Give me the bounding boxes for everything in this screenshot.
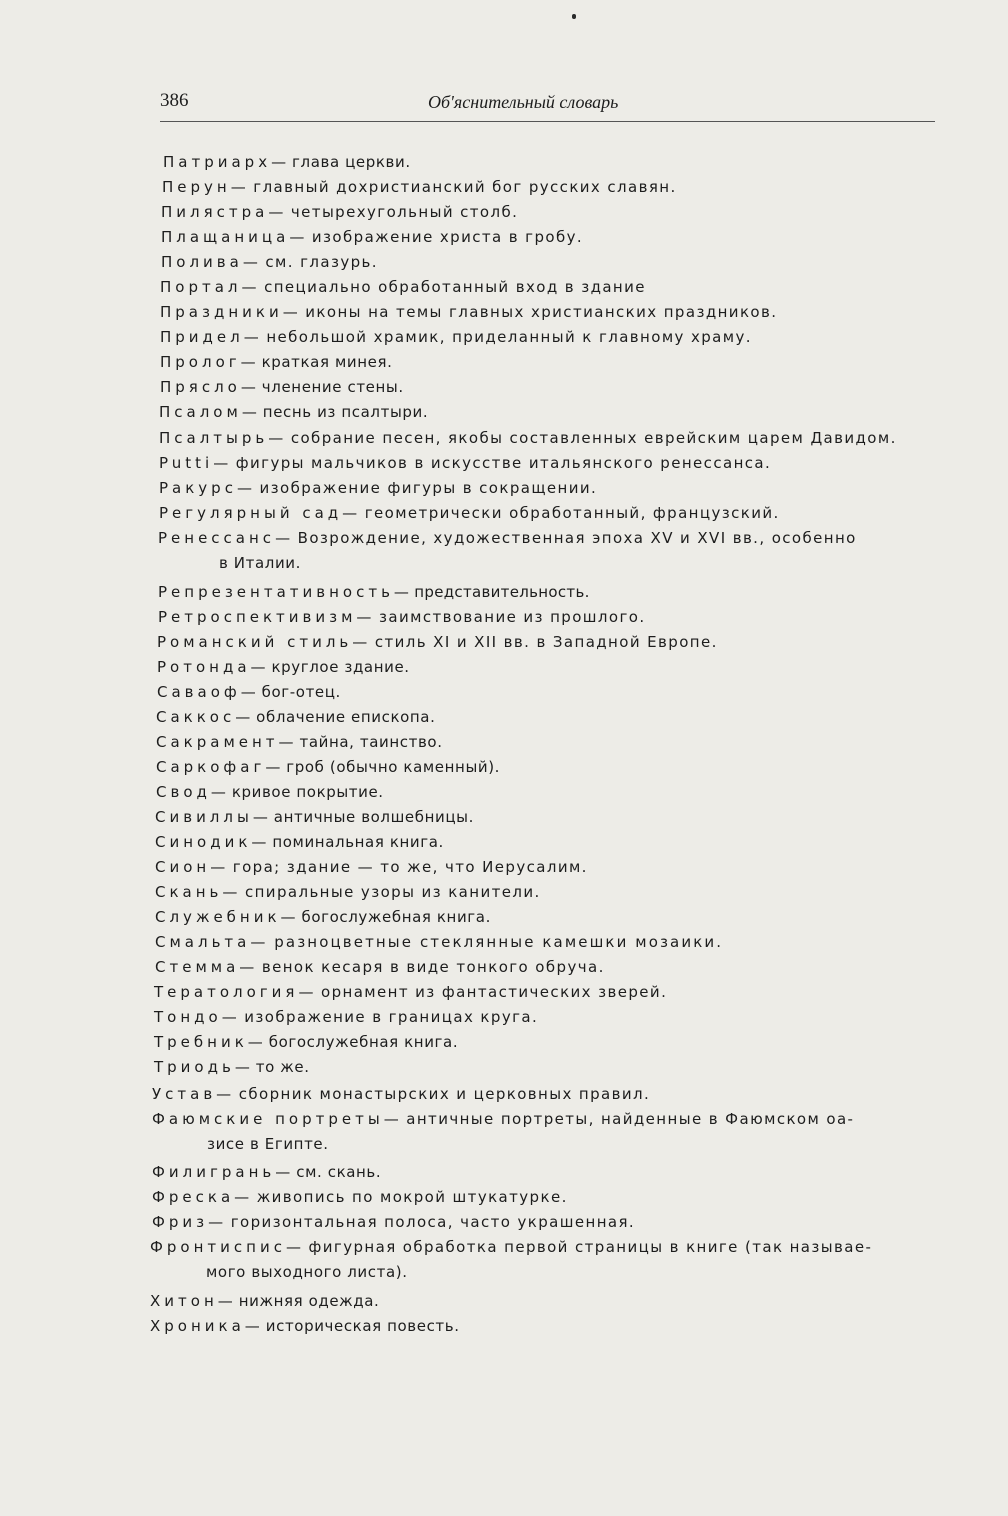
glossary-entry <box>156 730 443 754</box>
entry-definition: — геометрически обработанный, французский. <box>342 504 780 522</box>
entry-definition: — тайна, таинство. <box>278 733 443 751</box>
entry-definition: — изображение в границах круга. <box>221 1008 539 1026</box>
glossary-entry <box>158 605 646 629</box>
page-header <box>160 90 930 120</box>
glossary-entry <box>161 200 518 224</box>
glossary-entry <box>160 350 392 374</box>
running-title: Об'яснительный словарь <box>428 92 619 112</box>
entry-term: Ренессанс <box>158 529 276 547</box>
entry-definition: — заимствование из прошлого. <box>356 608 646 626</box>
entry-term: Устав <box>152 1085 217 1103</box>
entry-term: Свод <box>156 783 211 801</box>
entry-term: Фронтиспис <box>150 1238 286 1256</box>
entry-definition: — гроб (обычно каменный). <box>265 758 501 776</box>
glossary-entry <box>152 1210 635 1234</box>
entry-term: Требник <box>154 1033 248 1051</box>
entry-definition: — живопись по мокрой штукатурке. <box>234 1188 568 1206</box>
entry-definition: — античные портреты, найденные в Фаюмском оа- <box>383 1110 855 1128</box>
glossary-entry <box>150 1314 460 1338</box>
entry-continuation: зисе в Египте. <box>207 1135 329 1153</box>
entry-term: Синодик <box>155 833 252 851</box>
glossary-entry <box>154 1005 538 1029</box>
header-rule <box>160 121 935 122</box>
entry-definition: — венок кесаря в виде тонкого обруча. <box>239 958 605 976</box>
glossary-entry <box>158 526 857 550</box>
glossary-entry <box>155 955 605 979</box>
entry-definition: — бог-отец. <box>240 683 341 701</box>
entry-term: Тератология <box>154 983 299 1001</box>
glossary-entry <box>150 1235 872 1259</box>
glossary-entry <box>156 780 384 804</box>
entry-continuation: мого выходного листа). <box>206 1263 408 1281</box>
entry-term: Саваоф <box>157 683 241 701</box>
entry-term: Стемма <box>155 958 240 976</box>
entry-term: Ракурс <box>159 479 237 497</box>
entry-definition: — богослужебная книга. <box>280 908 491 926</box>
entry-definition: — собрание песен, якобы составленных еврейским царем Давидом. <box>268 429 897 447</box>
entry-definition: — изображение фигуры в сокращении. <box>236 479 598 497</box>
entry-term: Служебник <box>155 908 281 926</box>
entry-term: Смальта <box>155 933 251 951</box>
glossary-entry <box>157 630 718 654</box>
glossary-entry <box>163 150 411 174</box>
entry-definition: — четырехугольный столб. <box>268 203 519 221</box>
glossary-entry <box>157 680 341 704</box>
glossary-entry <box>155 855 588 879</box>
glossary-entry <box>154 980 667 1004</box>
entry-definition: — античные волшебницы. <box>252 808 474 826</box>
entry-definition: — разноцветные стеклянные камешки мозаики. <box>250 933 724 951</box>
glossary-entry <box>152 1185 568 1209</box>
entry-term: Саркофаг <box>156 758 266 776</box>
entry-term: Псалом <box>159 403 242 421</box>
entry-definition: — облачение епископа. <box>235 708 436 726</box>
entry-term: Скань <box>155 883 223 901</box>
entry-term: Фреска <box>152 1188 235 1206</box>
entry-term: Хроника <box>150 1317 245 1335</box>
entry-term: Ретроспективизм <box>158 608 357 626</box>
glossary-entry <box>159 476 597 500</box>
entry-term: Портал <box>160 278 242 296</box>
glossary-entry <box>159 400 428 424</box>
entry-definition: — гора; здание — то же, что Иерусалим. <box>210 858 588 876</box>
glossary-entry <box>155 905 491 929</box>
entry-definition: — иконы на темы главных христианских праздников. <box>282 303 778 321</box>
entry-definition: — см. глазурь. <box>242 253 378 271</box>
entry-term: Пилястра <box>161 203 269 221</box>
entry-definition: — горизонтальная полоса, часто украшенная. <box>208 1213 636 1231</box>
entry-term: Сион <box>155 858 211 876</box>
entry-term: Псалтырь <box>159 429 269 447</box>
entry-definition: — фигурная обработка первой страницы в книге (так называе- <box>285 1238 873 1256</box>
glossary-entry <box>152 1107 854 1131</box>
entry-term: Саккос <box>156 708 236 726</box>
entry-term: Полива <box>161 253 243 271</box>
glossary-entry <box>154 1030 458 1054</box>
glossary-entry <box>155 880 541 904</box>
entry-term: Регулярный сад <box>159 504 343 522</box>
glossary-entry <box>160 300 777 324</box>
glossary-entry <box>160 325 752 349</box>
entry-definition: — представительность. <box>393 583 590 601</box>
entry-term: Перун <box>162 178 231 196</box>
glossary-entry <box>161 250 378 274</box>
entry-term: Фриз <box>152 1213 209 1231</box>
entry-term: Хитон <box>150 1292 218 1310</box>
glossary-entry <box>154 1055 310 1079</box>
entry-definition: — нижняя одежда. <box>217 1292 380 1310</box>
entry-term: Сивиллы <box>155 808 253 826</box>
entry-definition: — стиль XI и XII вв. в Западной Европе. <box>352 633 718 651</box>
entry-term: Putti <box>159 454 214 472</box>
entry-definition: — небольшой храмик, приделанный к главному храму. <box>243 328 752 346</box>
entry-definition: — спиральные узоры из канители. <box>222 883 541 901</box>
entry-term: Триодь <box>154 1058 235 1076</box>
entry-definition: — глава церкви. <box>271 153 411 171</box>
glossary-entry <box>159 451 771 475</box>
entry-definition: — кривое покрытие. <box>210 783 384 801</box>
glossary-entry <box>155 830 444 854</box>
glossary-entry <box>155 805 474 829</box>
entry-definition: — поминальная книга. <box>251 833 444 851</box>
entry-term: Репрезентативность <box>158 583 394 601</box>
glossary-entry <box>162 175 677 199</box>
entry-term: Романский стиль <box>157 633 353 651</box>
entry-definition: — историческая повесть. <box>244 1317 460 1335</box>
entry-term: Фаюмские портреты <box>152 1110 384 1128</box>
entry-term: Прясло <box>160 378 241 396</box>
entry-term: Патриарх <box>163 153 272 171</box>
glossary-entry <box>158 580 590 604</box>
entry-term: Праздники <box>160 303 283 321</box>
entry-definition: — см. скань. <box>275 1163 382 1181</box>
entry-definition: — Возрождение, художественная эпоха XV и XVI вв., особенно <box>275 529 857 547</box>
glossary-entry <box>155 930 723 954</box>
entry-continuation: в Италии. <box>219 554 302 572</box>
entry-term: Сакрамент <box>156 733 279 751</box>
glossary-entry <box>152 1082 650 1106</box>
glossary-entry <box>150 1289 379 1313</box>
entry-term: Плащаница <box>161 228 290 246</box>
entry-definition: — главный дохристианский бог русских славян. <box>230 178 677 196</box>
entry-definition: — фигуры мальчиков в искусстве итальянского ренессанса. <box>213 454 772 472</box>
entry-definition: — песнь из псалтыри. <box>241 403 429 421</box>
entry-term: Придел <box>160 328 244 346</box>
entry-term: Пролог <box>160 353 241 371</box>
page-number: 386 <box>160 90 189 111</box>
glossary-entry <box>161 225 583 249</box>
glossary-entry <box>156 705 435 729</box>
entry-definition: — изображение христа в гробу. <box>289 228 584 246</box>
glossary-entry <box>159 501 780 525</box>
glossary-entry <box>157 655 410 679</box>
entry-definition: — членение стены. <box>240 378 404 396</box>
entry-definition: — краткая минея. <box>240 353 393 371</box>
glossary-entry <box>159 426 897 450</box>
print-speck <box>572 14 576 19</box>
glossary-entry <box>152 1160 381 1184</box>
glossary-entry <box>160 275 646 299</box>
entry-term: Тондо <box>154 1008 222 1026</box>
glossary-entry <box>160 375 404 399</box>
entry-term: Ротонда <box>157 658 251 676</box>
entry-definition: — то же. <box>234 1058 310 1076</box>
entry-definition: — орнамент из фантастических зверей. <box>298 983 668 1001</box>
entry-definition: — сборник монастырских и церковных правил. <box>216 1085 651 1103</box>
entry-term: Филигрань <box>152 1163 276 1181</box>
entry-definition: — богослужебная книга. <box>247 1033 459 1051</box>
entry-definition: — специально обработанный вход в здание <box>241 278 646 296</box>
entry-definition: — круглое здание. <box>250 658 410 676</box>
glossary-entry <box>156 755 500 779</box>
